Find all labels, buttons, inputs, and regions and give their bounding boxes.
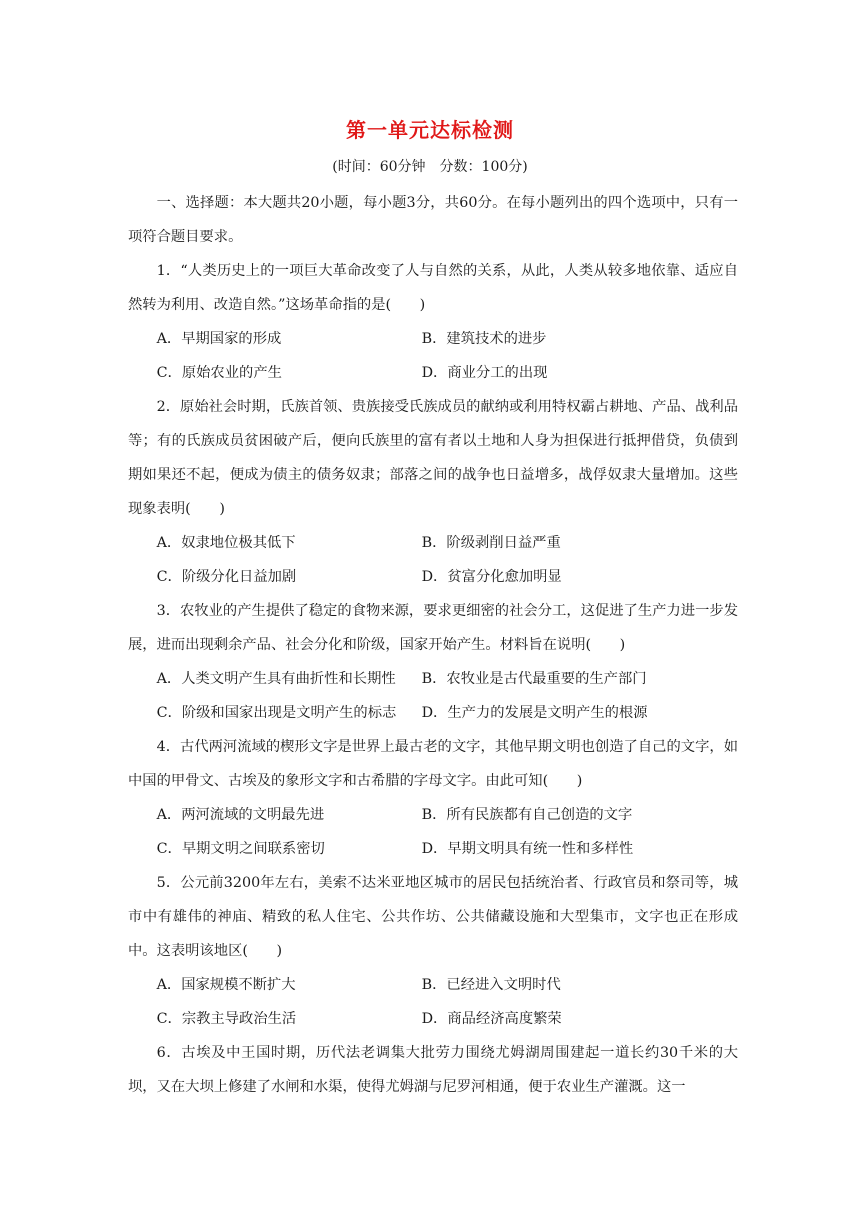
question-stem: 5．公元前3200年左右，美索不达米亚地区城市的居民包括统治者、行政官员和祭司等，城市中有雄伟的神庙、精致的私人住宅、公共作坊、公共储藏设施和大型集市，文字也正在形成中。这表明该地区( ) bbox=[128, 875, 738, 959]
option-row bbox=[128, 696, 738, 730]
question-stem: 4．古代两河流域的楔形文字是世界上最古老的文字，其他早期文明也创造了自己的文字，如中国的甲骨文、古埃及的象形文字和古希腊的字母文字。由此可知( ) bbox=[128, 739, 738, 789]
option-c: C．阶级和国家出现是文明产生的标志 bbox=[156, 705, 397, 721]
option-row bbox=[128, 798, 738, 832]
section-instructions: 一、选择题：本大题共20小题，每小题3分，共60分。在每小题列出的四个选项中，只有一项符合题目要求。 bbox=[128, 195, 738, 245]
question-stem: 6．古埃及中王国时期，历代法老调集大批劳力围绕尤姆湖周围建起一道长约30千米的大坝，又在大坝上修建了水闸和水渠，使得尤姆湖与尼罗河相通，便于农业生产灌溉。这一 bbox=[128, 1045, 738, 1095]
option-b: B．已经进入文明时代 bbox=[421, 977, 561, 993]
option-a: A．两河流域的文明最先进 bbox=[156, 807, 325, 823]
question-6 bbox=[128, 1036, 738, 1104]
option-b: B．所有民族都有自己创造的文字 bbox=[421, 807, 633, 823]
option-c: C．阶级分化日益加剧 bbox=[156, 569, 297, 585]
option-row bbox=[128, 560, 738, 594]
option-row bbox=[128, 662, 738, 696]
option-b: B．阶级剥削日益严重 bbox=[421, 535, 561, 551]
option-row bbox=[128, 526, 738, 560]
option-row bbox=[128, 1002, 738, 1036]
option-b: B．建筑技术的进步 bbox=[421, 331, 547, 347]
option-d: D．商品经济高度繁荣 bbox=[421, 1011, 562, 1027]
option-c: C．早期文明之间联系密切 bbox=[156, 841, 325, 857]
option-d: D．贫富分化愈加明显 bbox=[421, 569, 562, 585]
exam-info: (时间：60分钟 分数：100分) bbox=[332, 159, 528, 175]
option-row bbox=[128, 968, 738, 1002]
option-c: C．原始农业的产生 bbox=[156, 365, 282, 381]
document-title: 第一单元达标检测 bbox=[346, 118, 514, 142]
option-d: D．商业分工的出现 bbox=[421, 365, 548, 381]
question-3 bbox=[128, 594, 738, 730]
question-stem: 2．原始社会时期，氏族首领、贵族接受氏族成员的献纳或利用特权霸占耕地、产品、战利品等；有的氏族成员贫困破产后，便向氏族里的富有者以土地和人身为担保进行抵押借贷，负债到期如果还不起，便成为债主的债务奴隶；部落之间的战争也日益增多，战俘奴隶大量增加。这些现象表明( ) bbox=[128, 399, 738, 517]
option-row bbox=[128, 322, 738, 356]
option-a: A．国家规模不断扩大 bbox=[156, 977, 296, 993]
question-stem: 1．“人类历史上的一项巨大革命改变了人与自然的关系，从此，人类从较多地依靠、适应自然转为利用、改造自然。”这场革命指的是( ) bbox=[128, 263, 738, 313]
option-a: A．人类文明产生具有曲折性和长期性 bbox=[156, 671, 396, 687]
question-stem: 3．农牧业的产生提供了稳定的食物来源，要求更细密的社会分工，这促进了生产力进一步发展，进而出现剩余产品、社会分化和阶级，国家开始产生。材料旨在说明( ) bbox=[128, 603, 738, 653]
option-row bbox=[128, 356, 738, 390]
option-b: B．农牧业是古代最重要的生产部门 bbox=[421, 671, 647, 687]
option-c: C．宗教主导政治生活 bbox=[156, 1011, 297, 1027]
option-a: A．奴隶地位极其低下 bbox=[156, 535, 296, 551]
option-a: A．早期国家的形成 bbox=[156, 331, 282, 347]
question-2 bbox=[128, 390, 738, 594]
option-d: D．早期文明具有统一性和多样性 bbox=[421, 841, 634, 857]
document-body bbox=[128, 186, 738, 1104]
question-5 bbox=[128, 866, 738, 1036]
option-row bbox=[128, 832, 738, 866]
question-4 bbox=[128, 730, 738, 866]
option-d: D．生产力的发展是文明产生的根源 bbox=[421, 705, 648, 721]
question-1 bbox=[128, 254, 738, 390]
